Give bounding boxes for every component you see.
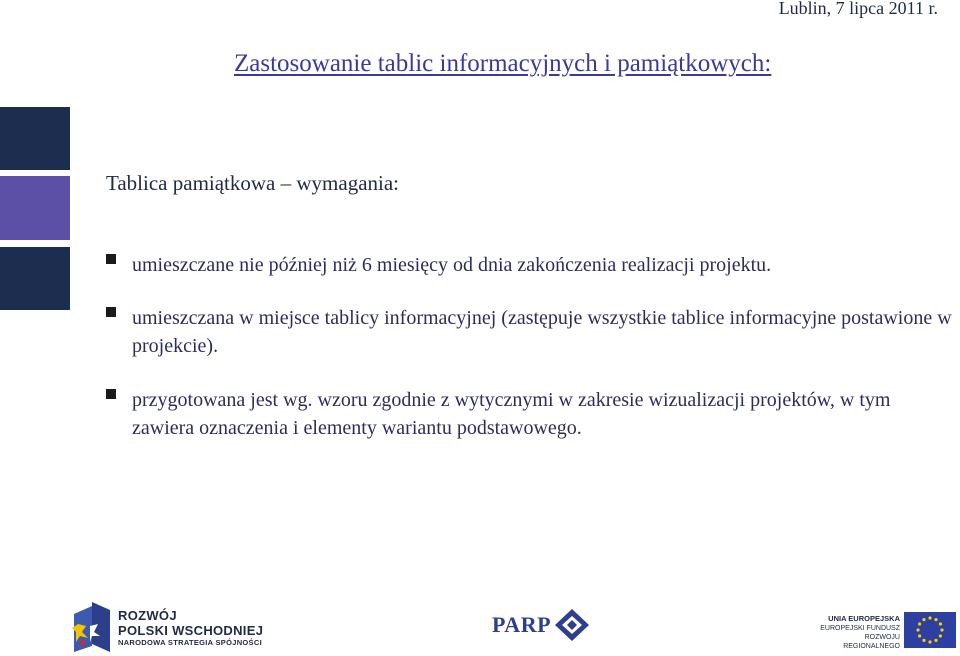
- square-bullet-icon: [106, 389, 116, 399]
- parp-text: PARP: [492, 612, 552, 637]
- list-item: [106, 304, 956, 360]
- date-label: Lublin, 7 lipca 2011 r.: [778, 0, 938, 18]
- page-title: Zastosowanie tablic informacyjnych i pamiątkowych:: [234, 50, 772, 77]
- list-item-text: umieszczana w miejsce tablicy informacyjnej (zastępuje wszystkie tablice informacyjne postawione w projekcie).: [132, 307, 952, 357]
- logo-rozwoj-polski-wschodniej: [72, 602, 272, 654]
- eu-flag-icon: [904, 612, 956, 648]
- list-item-text: umieszczane nie później niż 6 miesięcy od dnia zakończenia realizacji projektu.: [132, 254, 772, 276]
- rpw-emblem-icon: [72, 602, 114, 654]
- ue-line3: ROZWOJU REGIONALNEGO: [843, 634, 900, 650]
- list-item: [106, 386, 956, 442]
- requirements-list: [106, 251, 956, 468]
- square-bullet-icon: [106, 254, 116, 264]
- ue-line1: UNIA EUROPEJSKA: [828, 614, 900, 623]
- logo-parp: [492, 612, 592, 646]
- ue-line2: EUROPEJSKI FUNDUSZ: [820, 625, 900, 632]
- sidebar-block-middle: [0, 176, 70, 240]
- rpw-line3: NARODOWA STRATEGIA SPÓJNOŚCI: [118, 638, 262, 647]
- section-subtitle: Tablica pamiątkowa – wymagania:: [106, 171, 400, 195]
- rpw-line1: ROZWÓJ: [118, 608, 177, 623]
- logo-eu: [810, 610, 958, 654]
- footer-logos: [0, 598, 960, 656]
- rpw-line2: POLSKI WSCHODNIEJ: [118, 623, 264, 638]
- square-bullet-icon: [106, 307, 116, 317]
- list-item: [106, 251, 956, 279]
- sidebar-block-top: [0, 107, 70, 170]
- sidebar-block-bottom: [0, 247, 70, 310]
- list-item-text: przygotowana jest wg. wzoru zgodnie z wytycznymi w zakresie wizualizacji projektów, w tym zawiera oznaczenia i elementy wariantu podstawowego.: [132, 389, 891, 439]
- parp-emblem-icon: [554, 608, 590, 642]
